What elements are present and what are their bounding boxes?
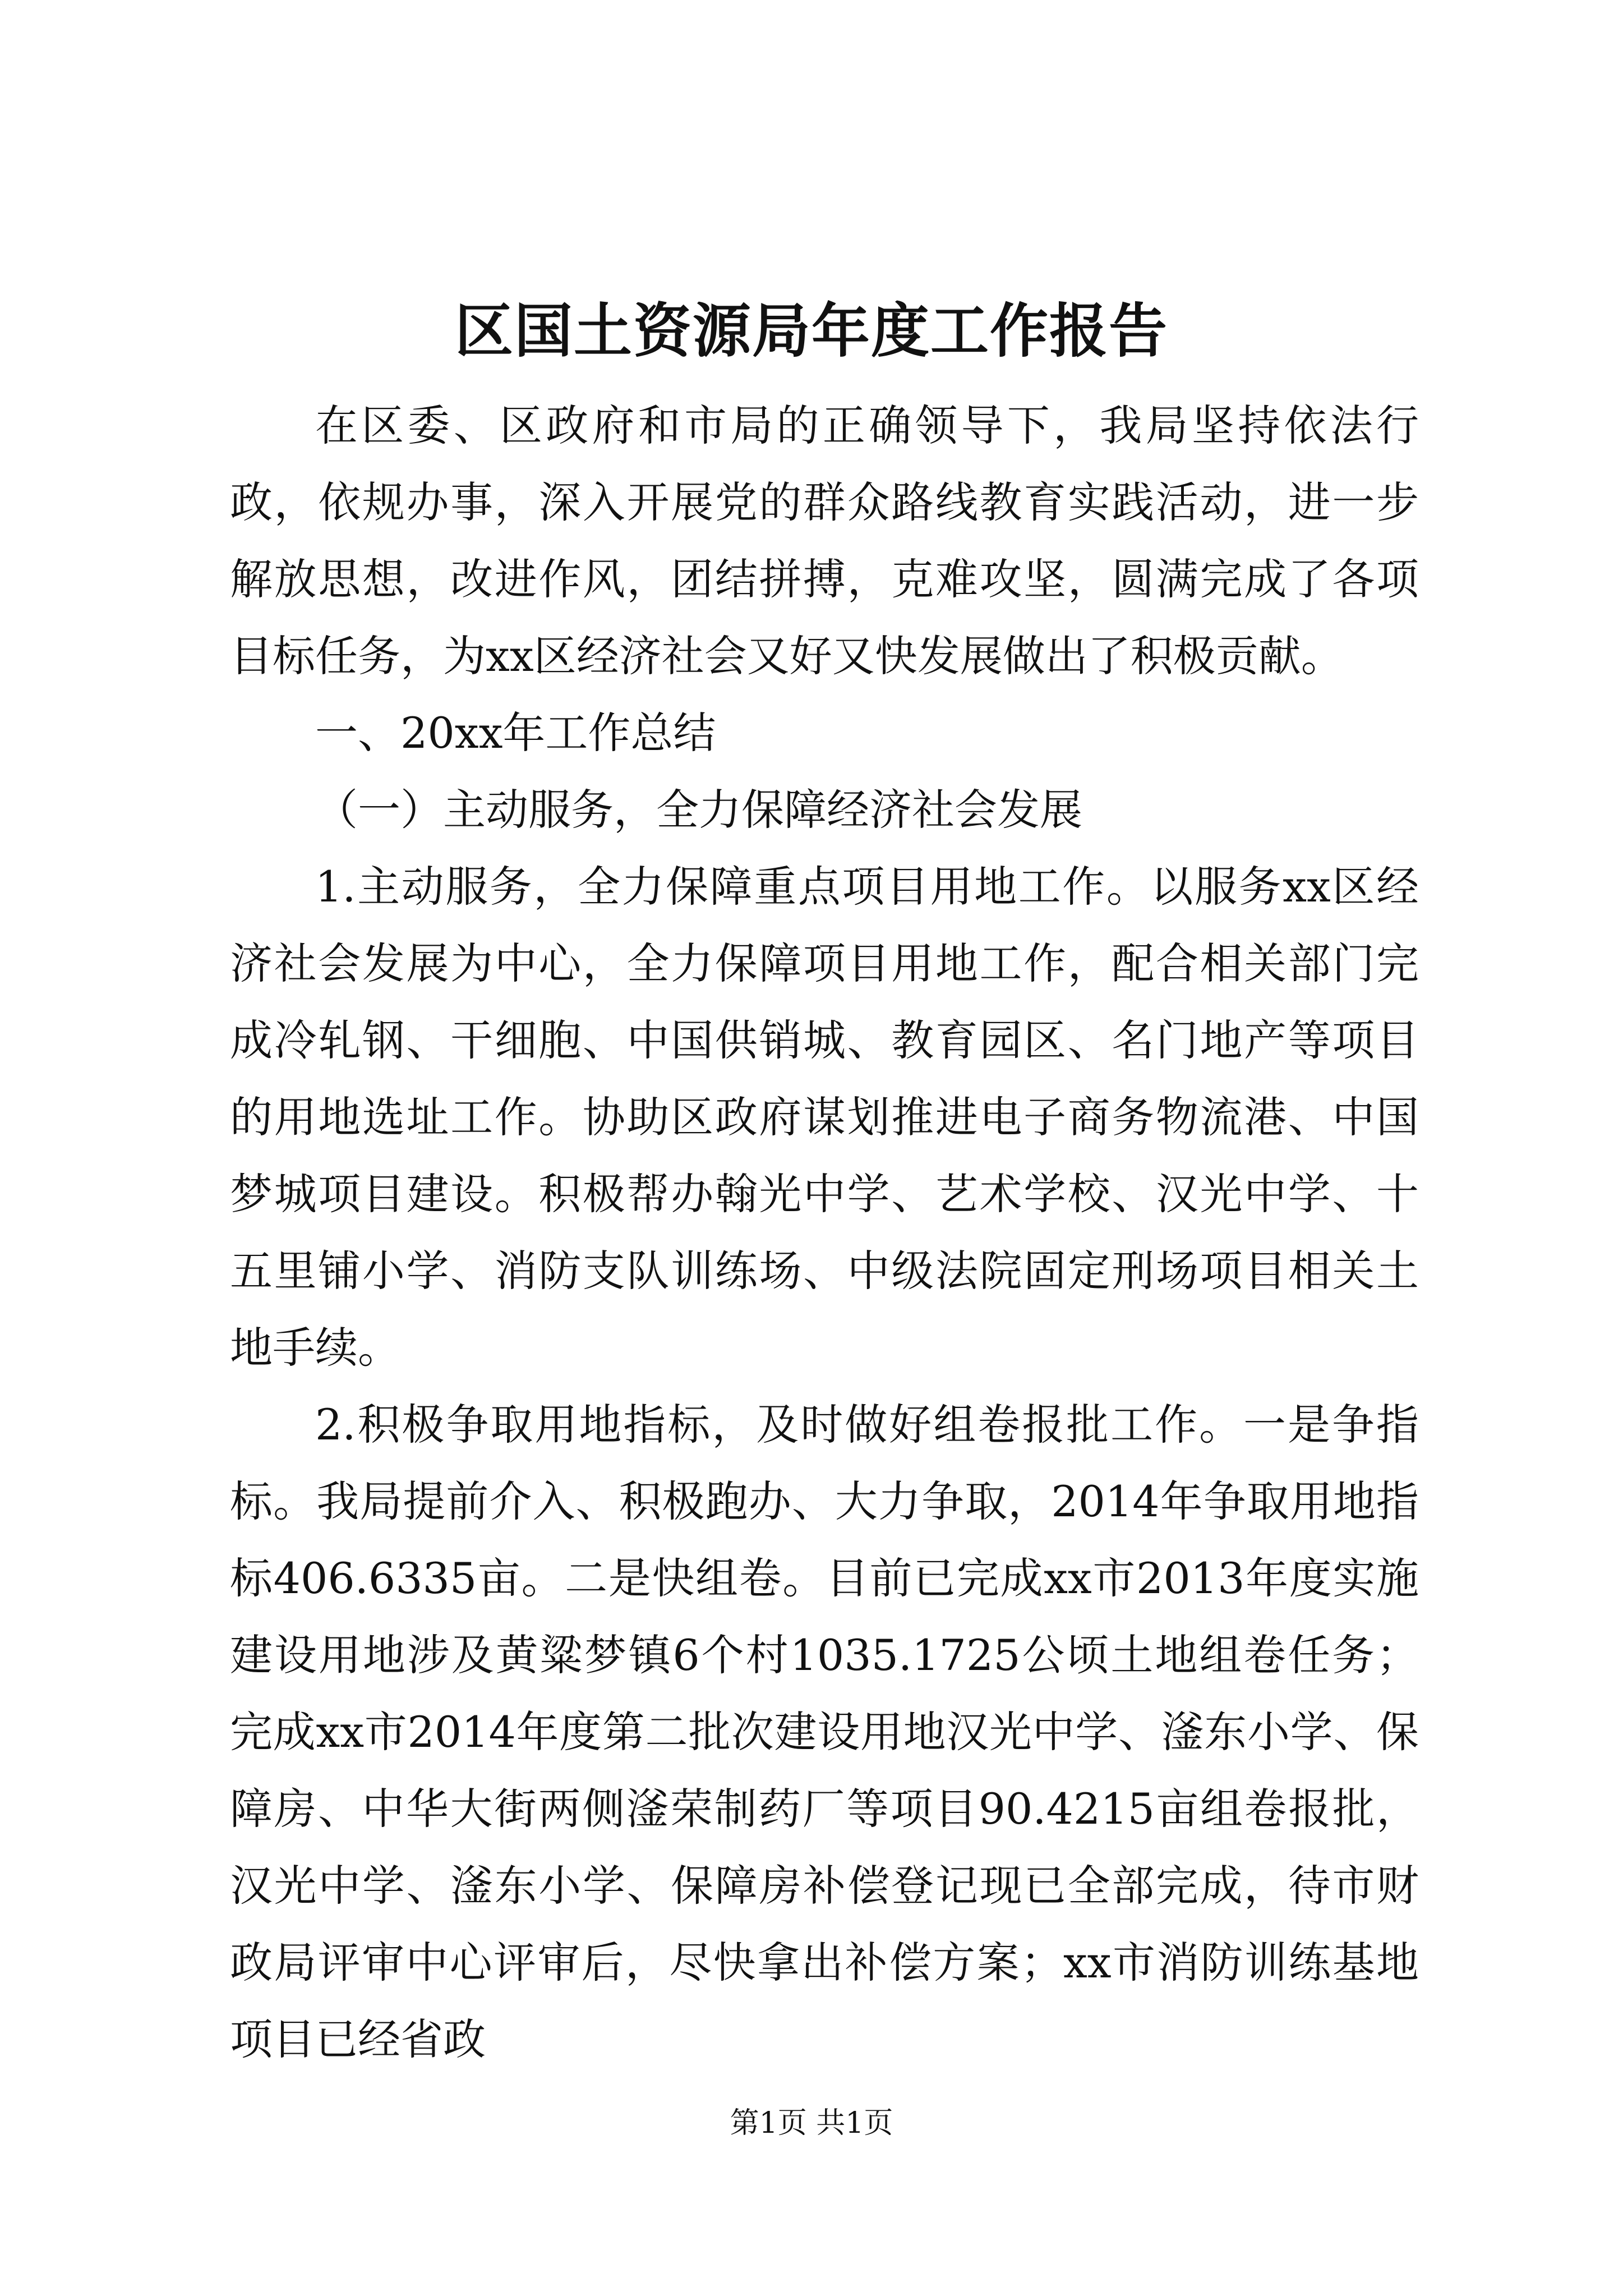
paragraph-item-1: 1.主动服务，全力保障重点项目用地工作。以服务xx区经济社会发展为中心，全力保障项目用地工作，配合相关部门完成冷轧钢、干细胞、中国供销城、教育园区、名门地产等项目的用地选址工作。协助区政府谋划推进电子商务物流港、中国梦城项目建设。积极帮办翰光中学、艺术学校、汉光中学、十五里铺小学、消防支队训练场、中级法院固定刑场项目相关土地手续。 — [230, 862, 1419, 1373]
heading-subsection-1: （一）主动服务，全力保障经济社会发展 — [315, 785, 1082, 835]
paragraph-intro: 在区委、区政府和市局的正确领导下，我局坚持依法行政，依规办事，深入开展党的群众路线教育实践活动，进一步解放思想，改进作风，团结拼搏，克难攻坚，圆满完成了各项目标任务，为xx区经济社会又好又快发展做出了积极贡献。 — [230, 401, 1419, 681]
document-body — [230, 387, 1419, 2078]
paragraph-item-2: 2.积极争取用地指标，及时做好组卷报批工作。一是争指标。我局提前介入、积极跑办、大力争取，2014年争取用地指标406.6335亩。二是快组卷。目前已完成xx市2013年度实施建设用地涉及黄粱梦镇6个村1035.1725公顷土地组卷任务；完成xx市2014年度第二批次建设用地汉光中学、滏东小学、保障房、中华大街两侧滏荣制药厂等项目90.4215亩组卷报批，汉光中学、滏东小学、保障房补偿登记现已全部完成，待市财政局评审中心评审后，尽快拿出补偿方案；xx市消防训练基地项目已经省政 — [230, 1400, 1419, 2064]
document-title: 区国土资源局年度工作报告 — [454, 296, 1168, 365]
page-footer: 第1页 共1页 — [730, 2106, 893, 2140]
heading-section-1: 一、20xx年工作总结 — [315, 708, 716, 758]
